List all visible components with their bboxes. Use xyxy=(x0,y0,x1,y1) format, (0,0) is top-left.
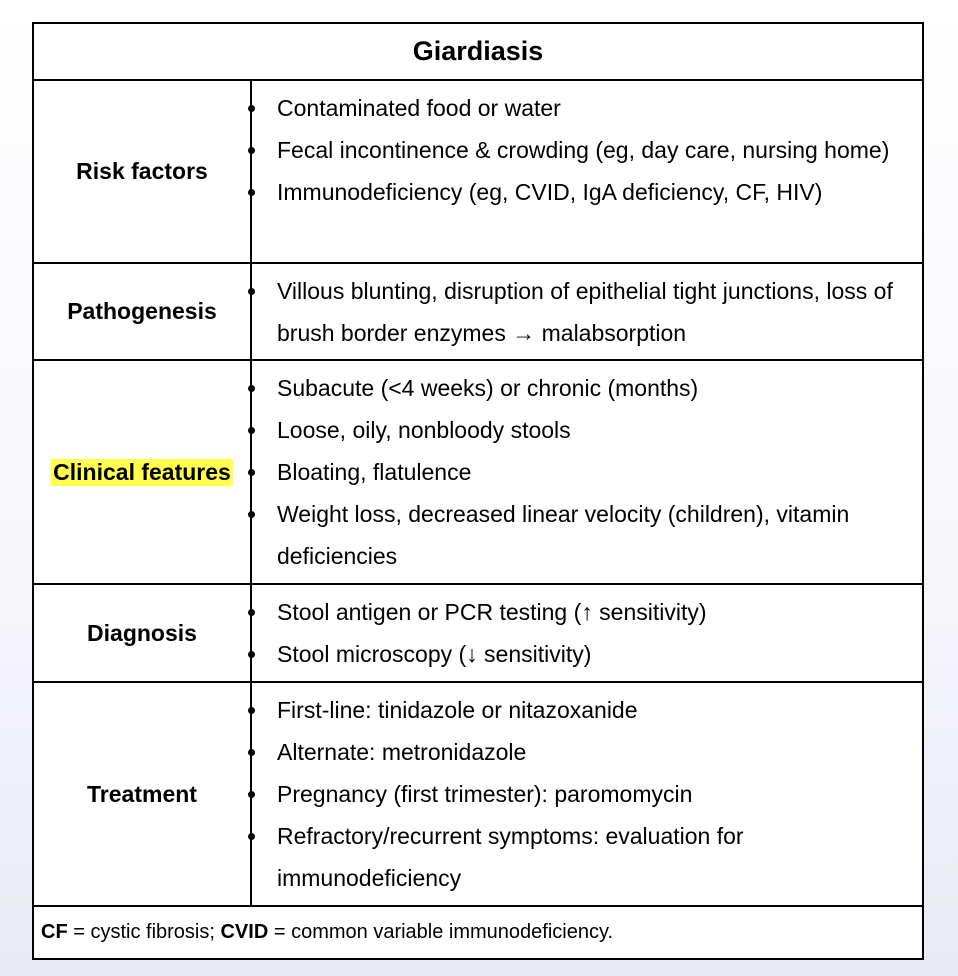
giardiasis-table xyxy=(32,22,924,960)
list-item: Bloating, flatulence xyxy=(252,451,914,493)
list-item: Pregnancy (first trimester): paromomycin xyxy=(252,773,914,815)
row-content xyxy=(252,683,922,905)
row-diagnosis xyxy=(34,585,922,683)
list-item: Stool microscopy (↓ sensitivity) xyxy=(252,633,914,675)
list-item: Subacute (<4 weeks) or chronic (months) xyxy=(252,367,914,409)
row-content xyxy=(252,585,922,681)
row-label-text: Risk factors xyxy=(76,158,208,184)
list-item: Contaminated food or water xyxy=(252,87,914,129)
bullet-list xyxy=(252,87,914,213)
row-label-text: Treatment xyxy=(87,780,197,807)
footnote-abbr-cf: CF xyxy=(41,921,68,943)
row-label xyxy=(34,585,252,681)
footnote-def-cvid: = common variable immunodeficiency. xyxy=(268,921,614,943)
row-treatment xyxy=(34,683,922,907)
list-item: Stool antigen or PCR testing (↑ sensitivity) xyxy=(252,591,914,633)
row-label-text: Diagnosis xyxy=(87,619,197,646)
list-item: Villous blunting, disruption of epithelial tight junctions, loss of brush border enzymes → malabsorption xyxy=(252,270,914,354)
row-clinical-features xyxy=(34,361,922,585)
list-item: Weight loss, decreased linear velocity (children), vitamin deficiencies xyxy=(252,493,914,577)
list-item: Fecal incontinence & crowding (eg, day care, nursing home) xyxy=(252,129,914,171)
bullet-list xyxy=(252,591,914,675)
row-risk-factors xyxy=(34,81,922,264)
bullet-list xyxy=(252,270,914,354)
row-pathogenesis xyxy=(34,264,922,361)
bullet-list xyxy=(252,689,914,899)
row-label-text: Pathogenesis xyxy=(67,298,217,324)
row-content xyxy=(252,264,922,359)
row-label xyxy=(34,683,252,905)
row-label xyxy=(34,81,252,262)
bullet-list xyxy=(252,367,914,577)
list-item: Loose, oily, nonbloody stools xyxy=(252,409,914,451)
row-label-text-highlighted: Clinical features xyxy=(53,458,231,485)
list-item: Immunodeficiency (eg, CVID, IgA deficiency, CF, HIV) xyxy=(252,171,914,213)
table-title: Giardiasis xyxy=(34,24,922,81)
footnote-def-cf: = cystic fibrosis; xyxy=(67,921,221,943)
row-content xyxy=(252,81,922,262)
footnote-abbr-cvid: CVID xyxy=(220,921,269,943)
footnote xyxy=(34,907,922,958)
row-label xyxy=(34,361,252,583)
list-item: Refractory/recurrent symptoms: evaluation for immunodeficiency xyxy=(252,815,914,899)
list-item: Alternate: metronidazole xyxy=(252,731,914,773)
row-label xyxy=(34,264,252,359)
list-item: First-line: tinidazole or nitazoxanide xyxy=(252,689,914,731)
row-content xyxy=(252,361,922,583)
